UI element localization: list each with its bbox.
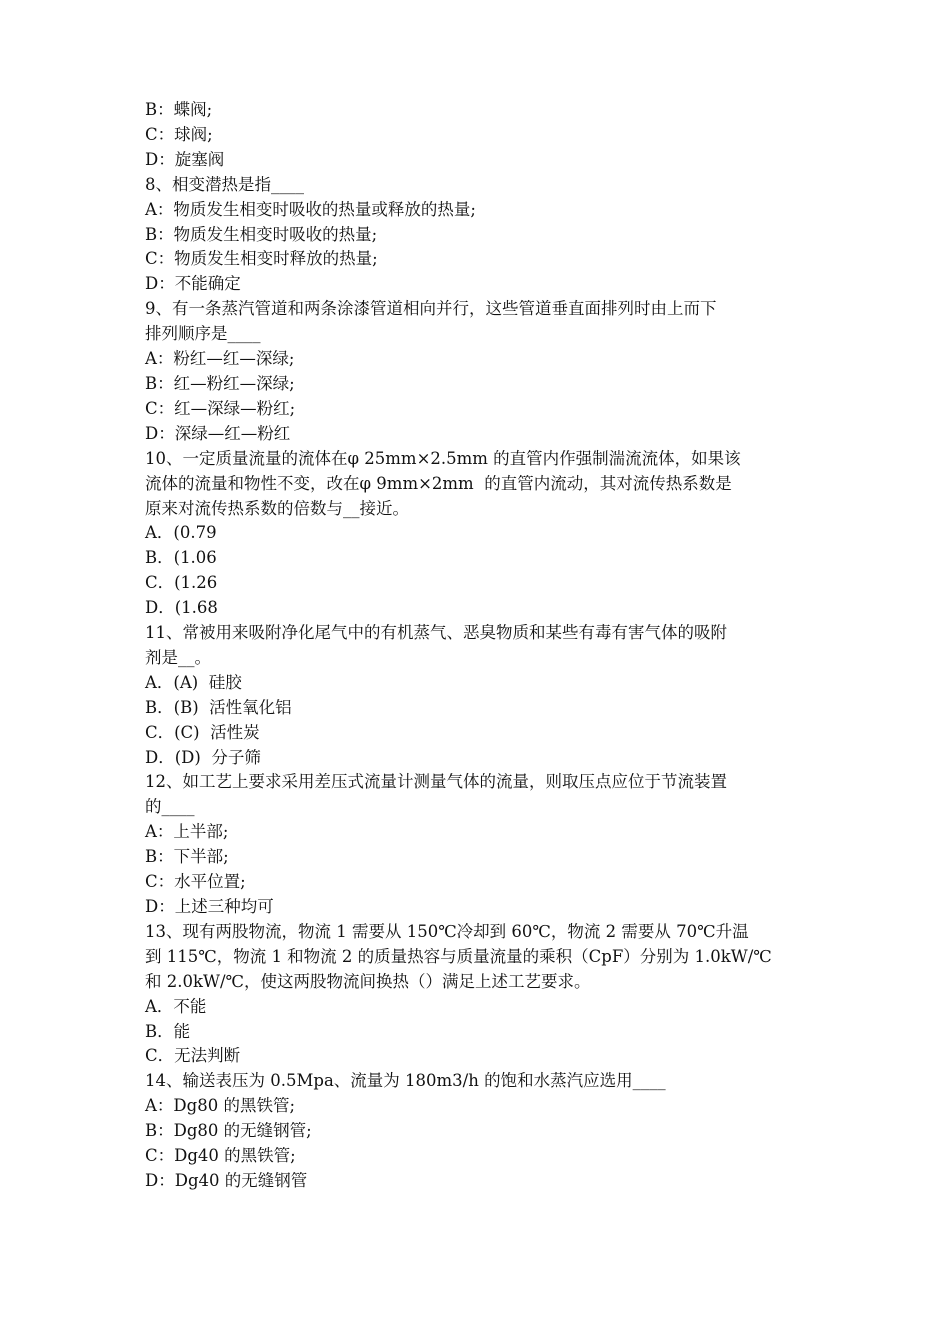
question-14-stem: 14、输送表压为 0.5Mpa、流量为 180m3/h 的饱和水蒸汽应选用____ xyxy=(145,1071,666,1091)
text-line: B：物质发生相变时吸收的热量; xyxy=(145,224,378,244)
text-line: D：旋塞阀 xyxy=(145,149,225,169)
text-line: 和 2.0kW/℃，使这两股物流间换热（）满足上述工艺要求。 xyxy=(145,971,591,991)
text-line: B：红—粉红—深绿; xyxy=(145,373,295,393)
text-line: 原来对流传热系数的倍数与__接近。 xyxy=(145,498,409,518)
text-line: A：上半部; xyxy=(145,822,229,842)
text-line: A．(0.79 xyxy=(145,523,217,543)
text-line: C．无法判断 xyxy=(145,1046,241,1066)
text-line: B：下半部; xyxy=(145,847,229,867)
question-text-block xyxy=(145,98,810,1194)
text-line: C：球阀; xyxy=(145,124,213,144)
text-line: 排列顺序是____ xyxy=(145,324,261,344)
question-12-stem: 12、如工艺上要求采用差压式流量计测量气体的流量，则取压点应位于节流装置 xyxy=(145,772,727,792)
text-line: D：Dg40 的无缝钢管 xyxy=(145,1170,308,1190)
text-line: B：蝶阀; xyxy=(145,100,213,119)
text-line: A．(A) 硅胶 xyxy=(145,672,242,692)
text-line: A：Dg80 的黑铁管; xyxy=(145,1096,296,1116)
text-line: C：Dg40 的黑铁管; xyxy=(145,1146,296,1166)
text-line: 剂是__。 xyxy=(145,647,211,667)
text-line: 流体的流量和物性不变，改在φ 9mm×2mm 的直管内流动，其对流传热系数是 xyxy=(145,473,732,493)
text-line: D：不能确定 xyxy=(145,274,241,294)
text-line: C：红—深绿—粉红; xyxy=(145,398,296,418)
text-line: C：水平位置; xyxy=(145,872,246,892)
question-13-stem: 13、现有两股物流，物流 1 需要从 150℃冷却到 60℃，物流 2 需要从 70℃升温 xyxy=(145,921,749,941)
text-line: C．(C) 活性炭 xyxy=(145,722,260,742)
text-line: C：物质发生相变时释放的热量; xyxy=(145,249,378,269)
text-line: A：粉红—红—深绿; xyxy=(145,349,295,369)
text-line: B．能 xyxy=(145,1021,191,1041)
question-11-stem: 11、常被用来吸附净化尾气中的有机蒸气、恶臭物质和某些有毒有害气体的吸附 xyxy=(145,623,727,643)
text-line: B．(B) 活性氧化铝 xyxy=(145,697,292,717)
question-9-stem: 9、有一条蒸汽管道和两条涂漆管道相向并行，这些管道垂直面排列时由上而下 xyxy=(145,299,717,319)
text-line: D．(D) 分子筛 xyxy=(145,747,261,767)
text-line: 到 115℃，物流 1 和物流 2 的质量热容与质量流量的乘积（CpF）分别为 1.0kW/℃ xyxy=(145,946,772,966)
text-line: A：物质发生相变时吸收的热量或释放的热量; xyxy=(145,199,476,219)
text-line: B．(1.06 xyxy=(145,548,217,568)
text-line: D．(1.68 xyxy=(145,598,218,618)
text-line: C．(1.26 xyxy=(145,573,218,593)
text-line: A．不能 xyxy=(145,996,207,1016)
question-10-stem: 10、一定质量流量的流体在φ 25mm×2.5mm 的直管内作强制湍流流体，如果该 xyxy=(145,448,741,468)
text-line: D：深绿—红—粉红 xyxy=(145,423,291,443)
question-8-stem: 8、相变潜热是指____ xyxy=(145,174,304,194)
text-line: 的____ xyxy=(145,797,195,817)
text-line: D：上述三种均可 xyxy=(145,897,274,916)
text-line: B：Dg80 的无缝钢管; xyxy=(145,1121,312,1141)
